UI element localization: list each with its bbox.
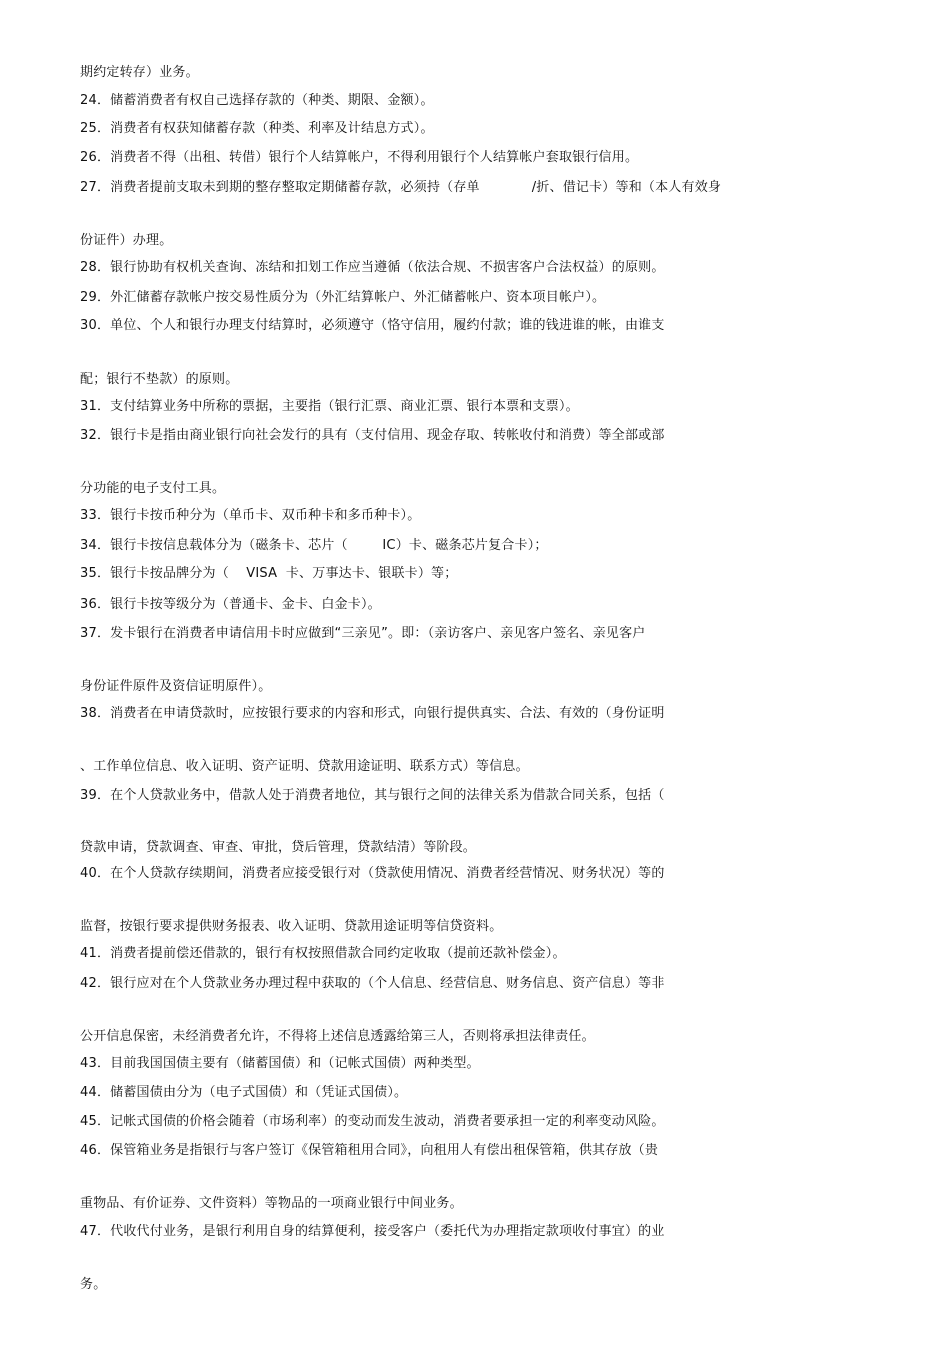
- text-line: 39．在个人贷款业务中，借款人处于消费者地位，其与银行之间的法律关系为借款合同关系，包括（: [80, 788, 665, 803]
- text-line: 46．保管箱业务是指银行与客户签订《保管箱租用合同》，向租用人有偿出租保管箱，供其存放（贵: [80, 1143, 659, 1158]
- text-line: 重物品、有价证券、文件资料）等物品的一项商业银行中间业务。: [80, 1196, 463, 1211]
- text-line: 35．银行卡按品牌分为（ VISA 卡、万事达卡、银联卡）等；: [80, 566, 458, 581]
- text-line: 28．银行协助有权机关查询、冻结和扣划工作应当遵循（依法合规、不损害客户合法权益）的原则。: [80, 260, 665, 275]
- text-line: 25．消费者有权获知储蓄存款（种类、利率及计结息方式）。: [80, 121, 434, 136]
- text-line: 30．单位、个人和银行办理支付结算时，必须遵守（恪守信用，履约付款；谁的钱进谁的帐，由谁支: [80, 318, 665, 333]
- text-line: 27．消费者提前支取未到期的整存整取定期储蓄存款，必须持（存单 /折、借记卡）等和（本人有效身: [80, 180, 722, 195]
- text-line: 32．银行卡是指由商业银行向社会发行的具有（支付信用、现金存取、转帐收付和消费）等全部或部: [80, 428, 665, 443]
- text-line: 份证件）办理。: [80, 233, 173, 248]
- text-line: 45．记帐式国债的价格会随着（市场利率）的变动而发生波动，消费者要承担一定的利率变动风险。: [80, 1114, 665, 1129]
- text-line: 、工作单位信息、收入证明、资产证明、贷款用途证明、联系方式）等信息。: [80, 759, 529, 774]
- text-line: 38．消费者在申请贷款时，应按银行要求的内容和形式，向银行提供真实、合法、有效的（身份证明: [80, 706, 665, 721]
- text-line: 43．目前我国国债主要有（储蓄国债）和（记帐式国债）两种类型。: [80, 1056, 480, 1071]
- text-line: 44．储蓄国债由分为（电子式国债）和（凭证式国债）。: [80, 1085, 408, 1100]
- text-line: 务。: [80, 1277, 107, 1292]
- text-line: 40．在个人贷款存续期间，消费者应接受银行对（贷款使用情况、消费者经营情况、财务状况）等的: [80, 866, 665, 881]
- text-line: 26．消费者不得（出租、转借）银行个人结算帐户，不得利用银行个人结算帐户套取银行信用。: [80, 150, 639, 165]
- text-line: 24．储蓄消费者有权自己选择存款的（种类、期限、金额）。: [80, 93, 434, 108]
- text-line: 47．代收代付业务，是银行利用自身的结算便利，接受客户（委托代为办理指定款项收付事宜）的业: [80, 1224, 665, 1239]
- text-line: 41．消费者提前偿还借款的，银行有权按照借款合同约定收取（提前还款补偿金）。: [80, 946, 566, 961]
- text-line: 42．银行应对在个人贷款业务办理过程中获取的（个人信息、经营信息、财务信息、资产信息）等非: [80, 976, 665, 991]
- text-line: 期约定转存）业务。: [80, 65, 199, 80]
- text-line: 分功能的电子支付工具。: [80, 481, 226, 496]
- text-line: 配；银行不垫款）的原则。: [80, 372, 239, 387]
- text-line: 公开信息保密，未经消费者允许，不得将上述信息透露给第三人，否则将承担法律责任。: [80, 1029, 595, 1044]
- text-line: 36．银行卡按等级分为（普通卡、金卡、白金卡）。: [80, 597, 381, 612]
- text-line: 身份证件原件及资信证明原件）。: [80, 679, 272, 694]
- text-line: 33．银行卡按币种分为（单币卡、双币种卡和多币种卡）。: [80, 508, 421, 523]
- text-line: 37．发卡银行在消费者申请信用卡时应做到“三亲见”。即：（亲访客户、亲见客户签名、亲见客户: [80, 626, 646, 641]
- text-line: 29．外汇储蓄存款帐户按交易性质分为（外汇结算帐户、外汇储蓄帐户、资本项目帐户）。: [80, 290, 606, 305]
- text-line: 34．银行卡按信息载体分为（磁条卡、芯片（ IC）卡、磁条芯片复合卡）；: [80, 538, 548, 553]
- text-line: 31．支付结算业务中所称的票据，主要指（银行汇票、商业汇票、银行本票和支票）。: [80, 399, 579, 414]
- text-line: 贷款申请，贷款调查、审查、审批，贷后管理，贷款结清）等阶段。: [80, 840, 477, 855]
- text-line: 监督，按银行要求提供财务报表、收入证明、贷款用途证明等信贷资料。: [80, 919, 503, 934]
